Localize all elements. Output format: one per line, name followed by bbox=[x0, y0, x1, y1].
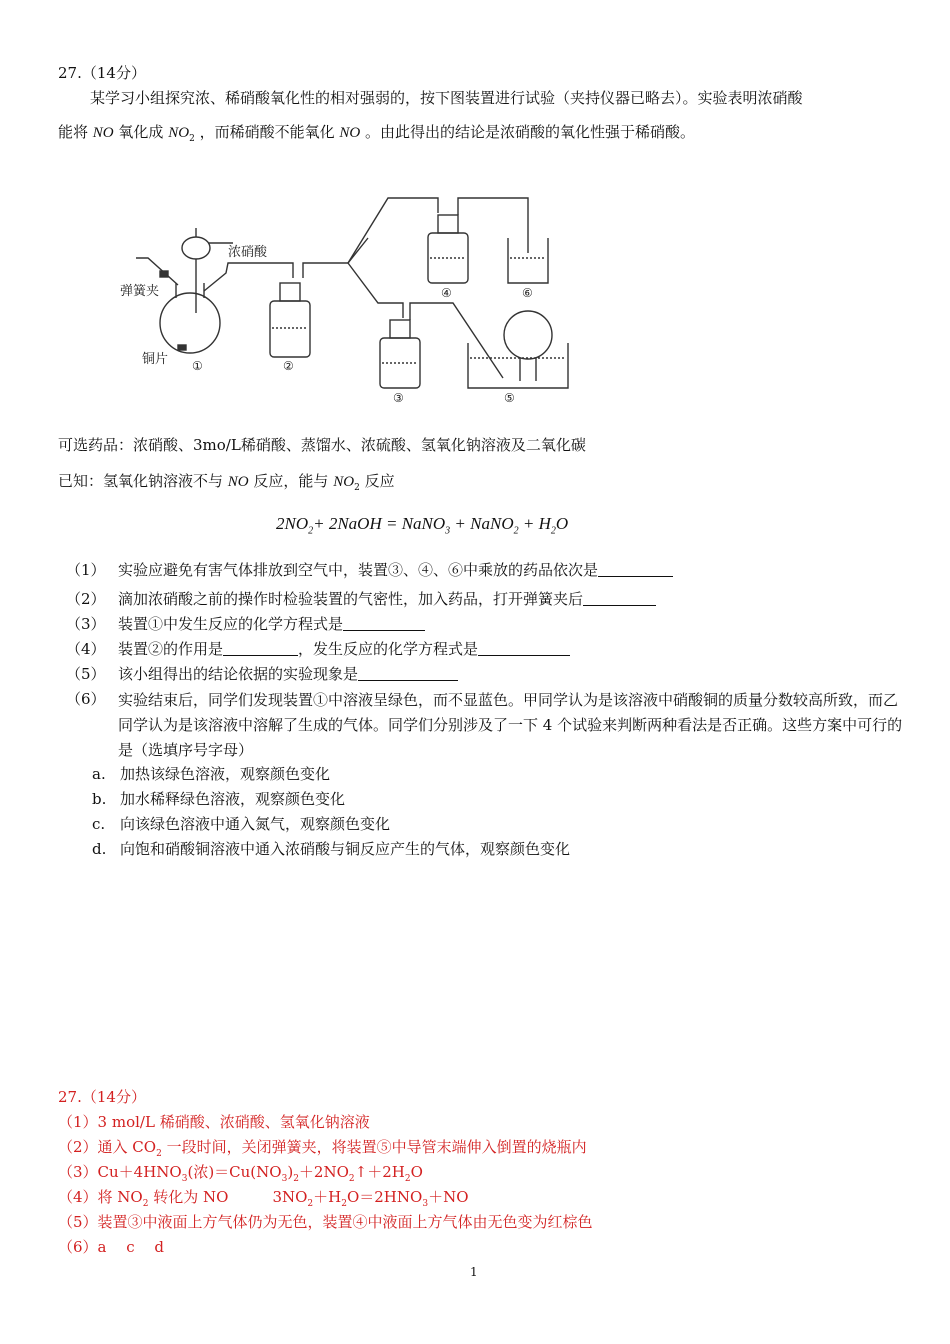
answer-text: （4）将 NO bbox=[58, 1188, 143, 1206]
page-number: 1 bbox=[470, 1265, 478, 1279]
answer-text: O＝2HNO bbox=[346, 1188, 423, 1206]
subscript: 2 bbox=[189, 134, 195, 144]
answer-6: （6）a c d bbox=[58, 1238, 165, 1256]
item-number: （1） bbox=[66, 561, 106, 579]
subscript: 2 bbox=[348, 1174, 355, 1184]
label-spring-clamp: 弹簧夹 bbox=[120, 284, 160, 299]
answer-header: 27.（14分） bbox=[58, 1088, 146, 1106]
answer-3 bbox=[58, 1161, 423, 1184]
item-text: 该小组得出的结论依据的实验现象是 bbox=[118, 665, 359, 683]
formula-no2: NO bbox=[168, 125, 190, 141]
apparatus-diagram bbox=[108, 183, 578, 413]
formula-no: NO bbox=[227, 474, 249, 490]
eq-part: + 2NaOH = NaNO bbox=[313, 514, 446, 533]
answer-4 bbox=[58, 1186, 469, 1209]
item-text: 装置①中发生反应的化学方程式是 bbox=[118, 615, 344, 633]
known-line bbox=[58, 470, 395, 493]
inverted-flask bbox=[504, 311, 552, 359]
item-text: 实验应避免有害气体排放到空气中，装置③、④、⑥中乘放的药品依次是 bbox=[118, 561, 599, 579]
answer-text: ＋NO bbox=[428, 1188, 469, 1206]
item-number: （4） bbox=[66, 640, 106, 658]
answer-text: (浓)＝Cu(NO bbox=[187, 1163, 282, 1181]
known-text: 反应，能与 bbox=[253, 472, 329, 490]
label-concentrated-nitric-acid: 浓硝酸 bbox=[228, 245, 268, 260]
option-d bbox=[92, 838, 570, 859]
intro-line-2 bbox=[58, 121, 695, 144]
option-letter: a. bbox=[92, 765, 106, 783]
answer-5: （5）装置③中液面上方气体仍为无色，装置④中液面上方气体由无色变为红棕色 bbox=[58, 1213, 593, 1231]
eq-part: + H bbox=[518, 514, 551, 533]
item-5 bbox=[66, 663, 458, 684]
subscript: 2 bbox=[293, 1174, 299, 1184]
subscript: 3 bbox=[281, 1174, 288, 1184]
intro-text: 氧化成 bbox=[118, 123, 164, 141]
reaction-equation bbox=[276, 514, 568, 536]
question-header: 27.（14分） bbox=[58, 64, 146, 82]
item-text: 实验结束后，同学们发现装置①中溶液呈绿色，而不显蓝色。甲同学认为是该溶液中硝酸铜的质量分数较高所致，而乙同学认为是该溶液中溶解了生成的气体。同学们分别涉及了一下 4 个试验来判断两种看法是否正确。这些方案中可行的是（选填序号字母） bbox=[118, 691, 903, 759]
item-text: ，发生反应的化学方程式是 bbox=[298, 640, 479, 658]
option-text: 向该绿色溶液中通入氮气，观察颜色变化 bbox=[120, 815, 391, 833]
answer-text: O bbox=[410, 1163, 423, 1181]
answer-blank[interactable] bbox=[583, 591, 656, 606]
formula-no2: NO bbox=[333, 474, 355, 490]
round-flask bbox=[160, 293, 220, 353]
answer-text: 一段时间，关闭弹簧夹，将装置⑤中导管末端伸入倒置的烧瓶内 bbox=[161, 1138, 587, 1156]
subscript: 2 bbox=[156, 1149, 162, 1159]
option-text: 向饱和硝酸铜溶液中通入浓硝酸与铜反应产生的气体，观察颜色变化 bbox=[120, 840, 571, 858]
item-number: （3） bbox=[66, 615, 106, 633]
subscript: 3 bbox=[181, 1174, 188, 1184]
subscript: 2 bbox=[354, 483, 360, 493]
answer-blank[interactable] bbox=[343, 616, 425, 631]
trough-5 bbox=[468, 343, 568, 388]
label-4: ④ bbox=[441, 286, 452, 300]
eq-sub: 2 bbox=[308, 525, 314, 537]
subscript: 2 bbox=[404, 1174, 411, 1184]
label-5: ⑤ bbox=[504, 391, 515, 405]
label-2: ② bbox=[283, 359, 294, 373]
label-3: ③ bbox=[393, 391, 404, 405]
item-3 bbox=[66, 613, 425, 634]
answer-text: ↑＋2H bbox=[354, 1163, 405, 1181]
item-4 bbox=[66, 638, 570, 659]
item-text: 滴加浓硝酸之前的操作时检验装置的气密性，加入药品，打开弹簧夹后 bbox=[118, 590, 584, 608]
item-number: （2） bbox=[66, 590, 106, 608]
item-1 bbox=[66, 559, 673, 580]
answer-text: 转化为 NO bbox=[148, 1188, 229, 1206]
label-copper-piece: 铜片 bbox=[142, 352, 169, 367]
item-6 bbox=[66, 688, 906, 763]
formula-no: NO bbox=[339, 125, 361, 141]
option-text: 加水稀释绿色溶液，观察颜色变化 bbox=[120, 790, 346, 808]
answer-text: （3）Cu＋4HNO bbox=[58, 1163, 182, 1181]
intro-line-1: 某学习小组探究浓、稀硝酸氧化性的相对强弱的，按下图装置进行试验（夹持仪器已略去）。实验表明浓硝酸 bbox=[90, 89, 803, 107]
option-a bbox=[92, 763, 330, 784]
intro-text: 能将 bbox=[58, 123, 89, 141]
eq-sub: 2 bbox=[513, 525, 519, 537]
answer-blank[interactable] bbox=[223, 641, 298, 656]
bottle-2 bbox=[270, 301, 310, 357]
answer-text: ) bbox=[287, 1163, 294, 1181]
label-6: ⑥ bbox=[522, 286, 533, 300]
item-number: （5） bbox=[66, 665, 106, 683]
eq-part: 2NO bbox=[276, 514, 309, 533]
answer-blank[interactable] bbox=[478, 641, 570, 656]
answer-text: ＋H bbox=[313, 1188, 342, 1206]
known-text: 已知：氢氧化钠溶液不与 bbox=[58, 472, 224, 490]
formula-no: NO bbox=[92, 125, 114, 141]
subscript: 3 bbox=[422, 1199, 429, 1209]
answer-blank[interactable] bbox=[598, 562, 673, 577]
reagents-line: 可选药品：浓硝酸、3mo/L稀硝酸、蒸馏水、浓硫酸、氢氧化钠溶液及二氧化碳 bbox=[58, 436, 586, 454]
eq-part: O bbox=[555, 514, 569, 533]
eq-part: + NaNO bbox=[450, 514, 514, 533]
copper-piece bbox=[178, 345, 186, 350]
option-letter: d. bbox=[92, 840, 107, 858]
eq-sub: 2 bbox=[550, 525, 556, 537]
option-c bbox=[92, 813, 390, 834]
known-text: 反应 bbox=[364, 472, 395, 490]
option-letter: c. bbox=[92, 815, 106, 833]
answer-text: ＋2NO bbox=[298, 1163, 349, 1181]
label-1: ① bbox=[192, 359, 203, 373]
intro-text: 。由此得出的结论是浓硝酸的氧化性强于稀硝酸。 bbox=[365, 123, 696, 141]
subscript: 2 bbox=[307, 1199, 314, 1209]
subscript: 2 bbox=[142, 1199, 149, 1209]
dropping-funnel bbox=[182, 237, 210, 259]
answer-1: （1）3 mol/L 稀硝酸、浓硝酸、氢氧化钠溶液 bbox=[58, 1113, 370, 1131]
eq-sub: 3 bbox=[445, 525, 451, 537]
answer-blank[interactable] bbox=[358, 666, 458, 681]
answer-text: 3NO bbox=[272, 1188, 308, 1206]
item-number: （6） bbox=[66, 690, 106, 708]
answer-text: （2）通入 CO bbox=[58, 1138, 157, 1156]
option-b bbox=[92, 788, 345, 809]
option-letter: b. bbox=[92, 790, 107, 808]
subscript: 2 bbox=[341, 1199, 347, 1209]
item-text: 装置②的作用是 bbox=[118, 640, 224, 658]
spring-clamp bbox=[160, 271, 168, 277]
item-2 bbox=[66, 588, 656, 609]
intro-text: ，而稀硝酸不能氧化 bbox=[199, 123, 335, 141]
option-text: 加热该绿色溶液，观察颜色变化 bbox=[120, 765, 331, 783]
answer-2 bbox=[58, 1136, 587, 1159]
